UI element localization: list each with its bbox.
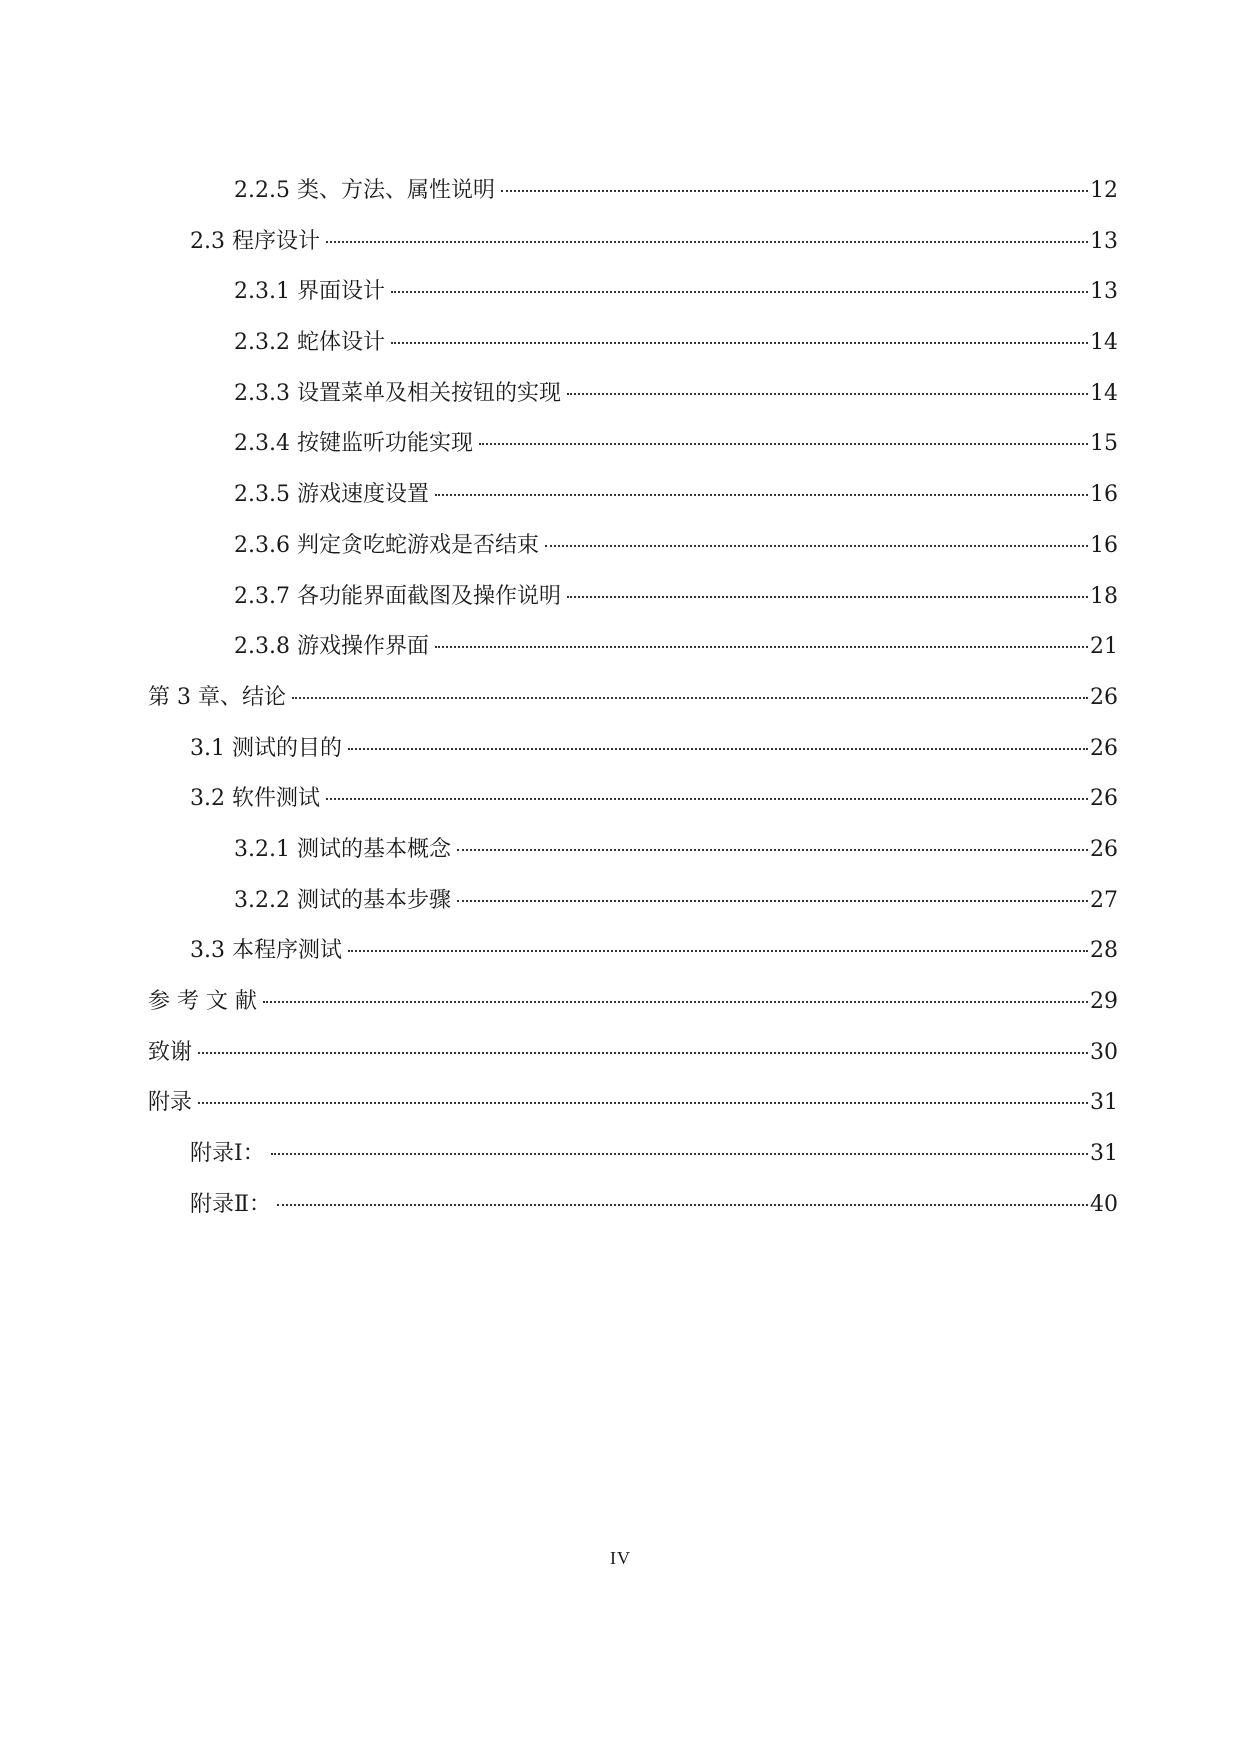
toc-leader-dots [457, 849, 1088, 851]
toc-entry-page: 26 [1090, 684, 1118, 710]
toc-entry-page: 31 [1090, 1090, 1118, 1116]
toc-entry-page: 26 [1090, 786, 1118, 812]
toc-entry-title: 2.3.2 蛇体设计 [234, 330, 385, 356]
toc-entry[interactable] [148, 835, 1118, 886]
toc-entry[interactable] [148, 987, 1118, 1038]
toc-entry[interactable] [148, 1088, 1118, 1139]
toc-leader-dots [435, 646, 1088, 648]
toc-entry-page: 14 [1090, 330, 1118, 356]
toc-entry[interactable] [148, 531, 1118, 582]
toc-entry-page: 16 [1090, 532, 1118, 558]
toc-leader-dots [326, 798, 1088, 800]
toc-leader-dots [271, 1153, 1088, 1155]
toc-entry-title: 2.3.5 游戏速度设置 [234, 482, 429, 508]
toc-entry[interactable] [148, 429, 1118, 480]
toc-entry[interactable] [148, 1038, 1118, 1089]
toc-entry-title: 2.3.8 游戏操作界面 [234, 634, 429, 660]
toc-leader-dots [567, 596, 1088, 598]
toc-leader-dots [435, 494, 1088, 496]
toc-entry[interactable] [148, 683, 1118, 734]
toc-entry-page: 13 [1090, 228, 1118, 254]
toc-entry[interactable] [148, 379, 1118, 430]
toc-entry[interactable] [148, 1190, 1118, 1241]
toc-entry[interactable] [148, 784, 1118, 835]
toc-entry-page: 31 [1090, 1141, 1118, 1167]
toc-entry-title: 3.3 本程序测试 [190, 938, 342, 964]
toc-entry-page: 13 [1090, 279, 1118, 305]
toc-entry-title: 2.3.7 各功能界面截图及操作说明 [234, 583, 561, 609]
toc-entry-title: 3.2.2 测试的基本步骤 [234, 887, 451, 913]
toc-entry[interactable] [148, 1139, 1118, 1190]
toc-leader-dots [198, 1052, 1088, 1054]
toc-leader-dots [326, 241, 1088, 243]
toc-entry-title: 致谢 [148, 1039, 193, 1065]
toc-entry-page: 29 [1090, 989, 1118, 1014]
toc-entry-page: 26 [1090, 836, 1118, 862]
toc-leader-dots [277, 1204, 1088, 1206]
toc-entry-title: 附录 [148, 1090, 193, 1116]
toc-leader-dots [348, 748, 1088, 750]
toc-leader-dots [545, 545, 1088, 547]
toc-entry[interactable] [148, 886, 1118, 937]
toc-entry-page: 26 [1090, 735, 1118, 761]
toc-leader-dots [457, 900, 1088, 902]
toc-entry-title: 2.3 程序设计 [190, 228, 320, 254]
toc-entry-title: 第 3 章、结论 [148, 684, 286, 710]
toc-entry-page: 18 [1090, 583, 1118, 609]
toc-entry-page: 27 [1090, 887, 1118, 913]
toc-entry-page: 14 [1090, 380, 1118, 406]
toc-entry-page: 15 [1090, 431, 1118, 457]
toc-entry[interactable] [148, 277, 1118, 328]
toc-leader-dots [198, 1102, 1088, 1104]
toc-entry[interactable] [148, 480, 1118, 531]
toc-entry-page: 12 [1090, 178, 1118, 203]
toc-entry[interactable] [148, 227, 1118, 278]
toc-leader-dots [391, 342, 1088, 344]
toc-entry[interactable] [148, 176, 1118, 227]
toc-entry-page: 16 [1090, 482, 1118, 508]
toc-entry-page: 21 [1090, 634, 1118, 660]
toc-entry[interactable] [148, 582, 1118, 633]
toc-entry-page: 30 [1090, 1039, 1118, 1065]
table-of-contents [148, 176, 1118, 1240]
toc-entry-title: 2.3.1 界面设计 [234, 279, 385, 305]
toc-leader-dots [391, 291, 1088, 293]
toc-leader-dots [479, 443, 1088, 445]
toc-entry-page: 40 [1090, 1191, 1118, 1217]
page-number: IV [610, 1548, 631, 1568]
toc-entry-title: 2.2.5 类、方法、属性说明 [234, 178, 495, 203]
toc-entry[interactable] [148, 734, 1118, 785]
toc-entry-title: 2.3.3 设置菜单及相关按钮的实现 [234, 380, 561, 406]
toc-entry-title: 3.2.1 测试的基本概念 [234, 836, 451, 862]
toc-entry-title: 附录Ⅰ： [190, 1141, 265, 1167]
toc-leader-dots [348, 950, 1088, 952]
toc-entry-title: 2.3.4 按键监听功能实现 [234, 431, 473, 457]
toc-leader-dots [263, 1001, 1088, 1003]
toc-entry-title: 3.1 测试的目的 [190, 735, 342, 761]
toc-entry[interactable] [148, 328, 1118, 379]
toc-entry-title: 2.3.6 判定贪吃蛇游戏是否结束 [234, 532, 539, 558]
toc-entry[interactable] [148, 936, 1118, 987]
toc-entry-title: 参 考 文 献 [148, 989, 257, 1014]
toc-entry[interactable] [148, 632, 1118, 683]
toc-leader-dots [501, 190, 1088, 192]
toc-entry-title: 附录Ⅱ： [190, 1191, 271, 1217]
toc-leader-dots [292, 697, 1088, 699]
toc-leader-dots [567, 393, 1088, 395]
toc-entry-title: 3.2 软件测试 [190, 786, 320, 812]
toc-entry-page: 28 [1090, 938, 1118, 964]
